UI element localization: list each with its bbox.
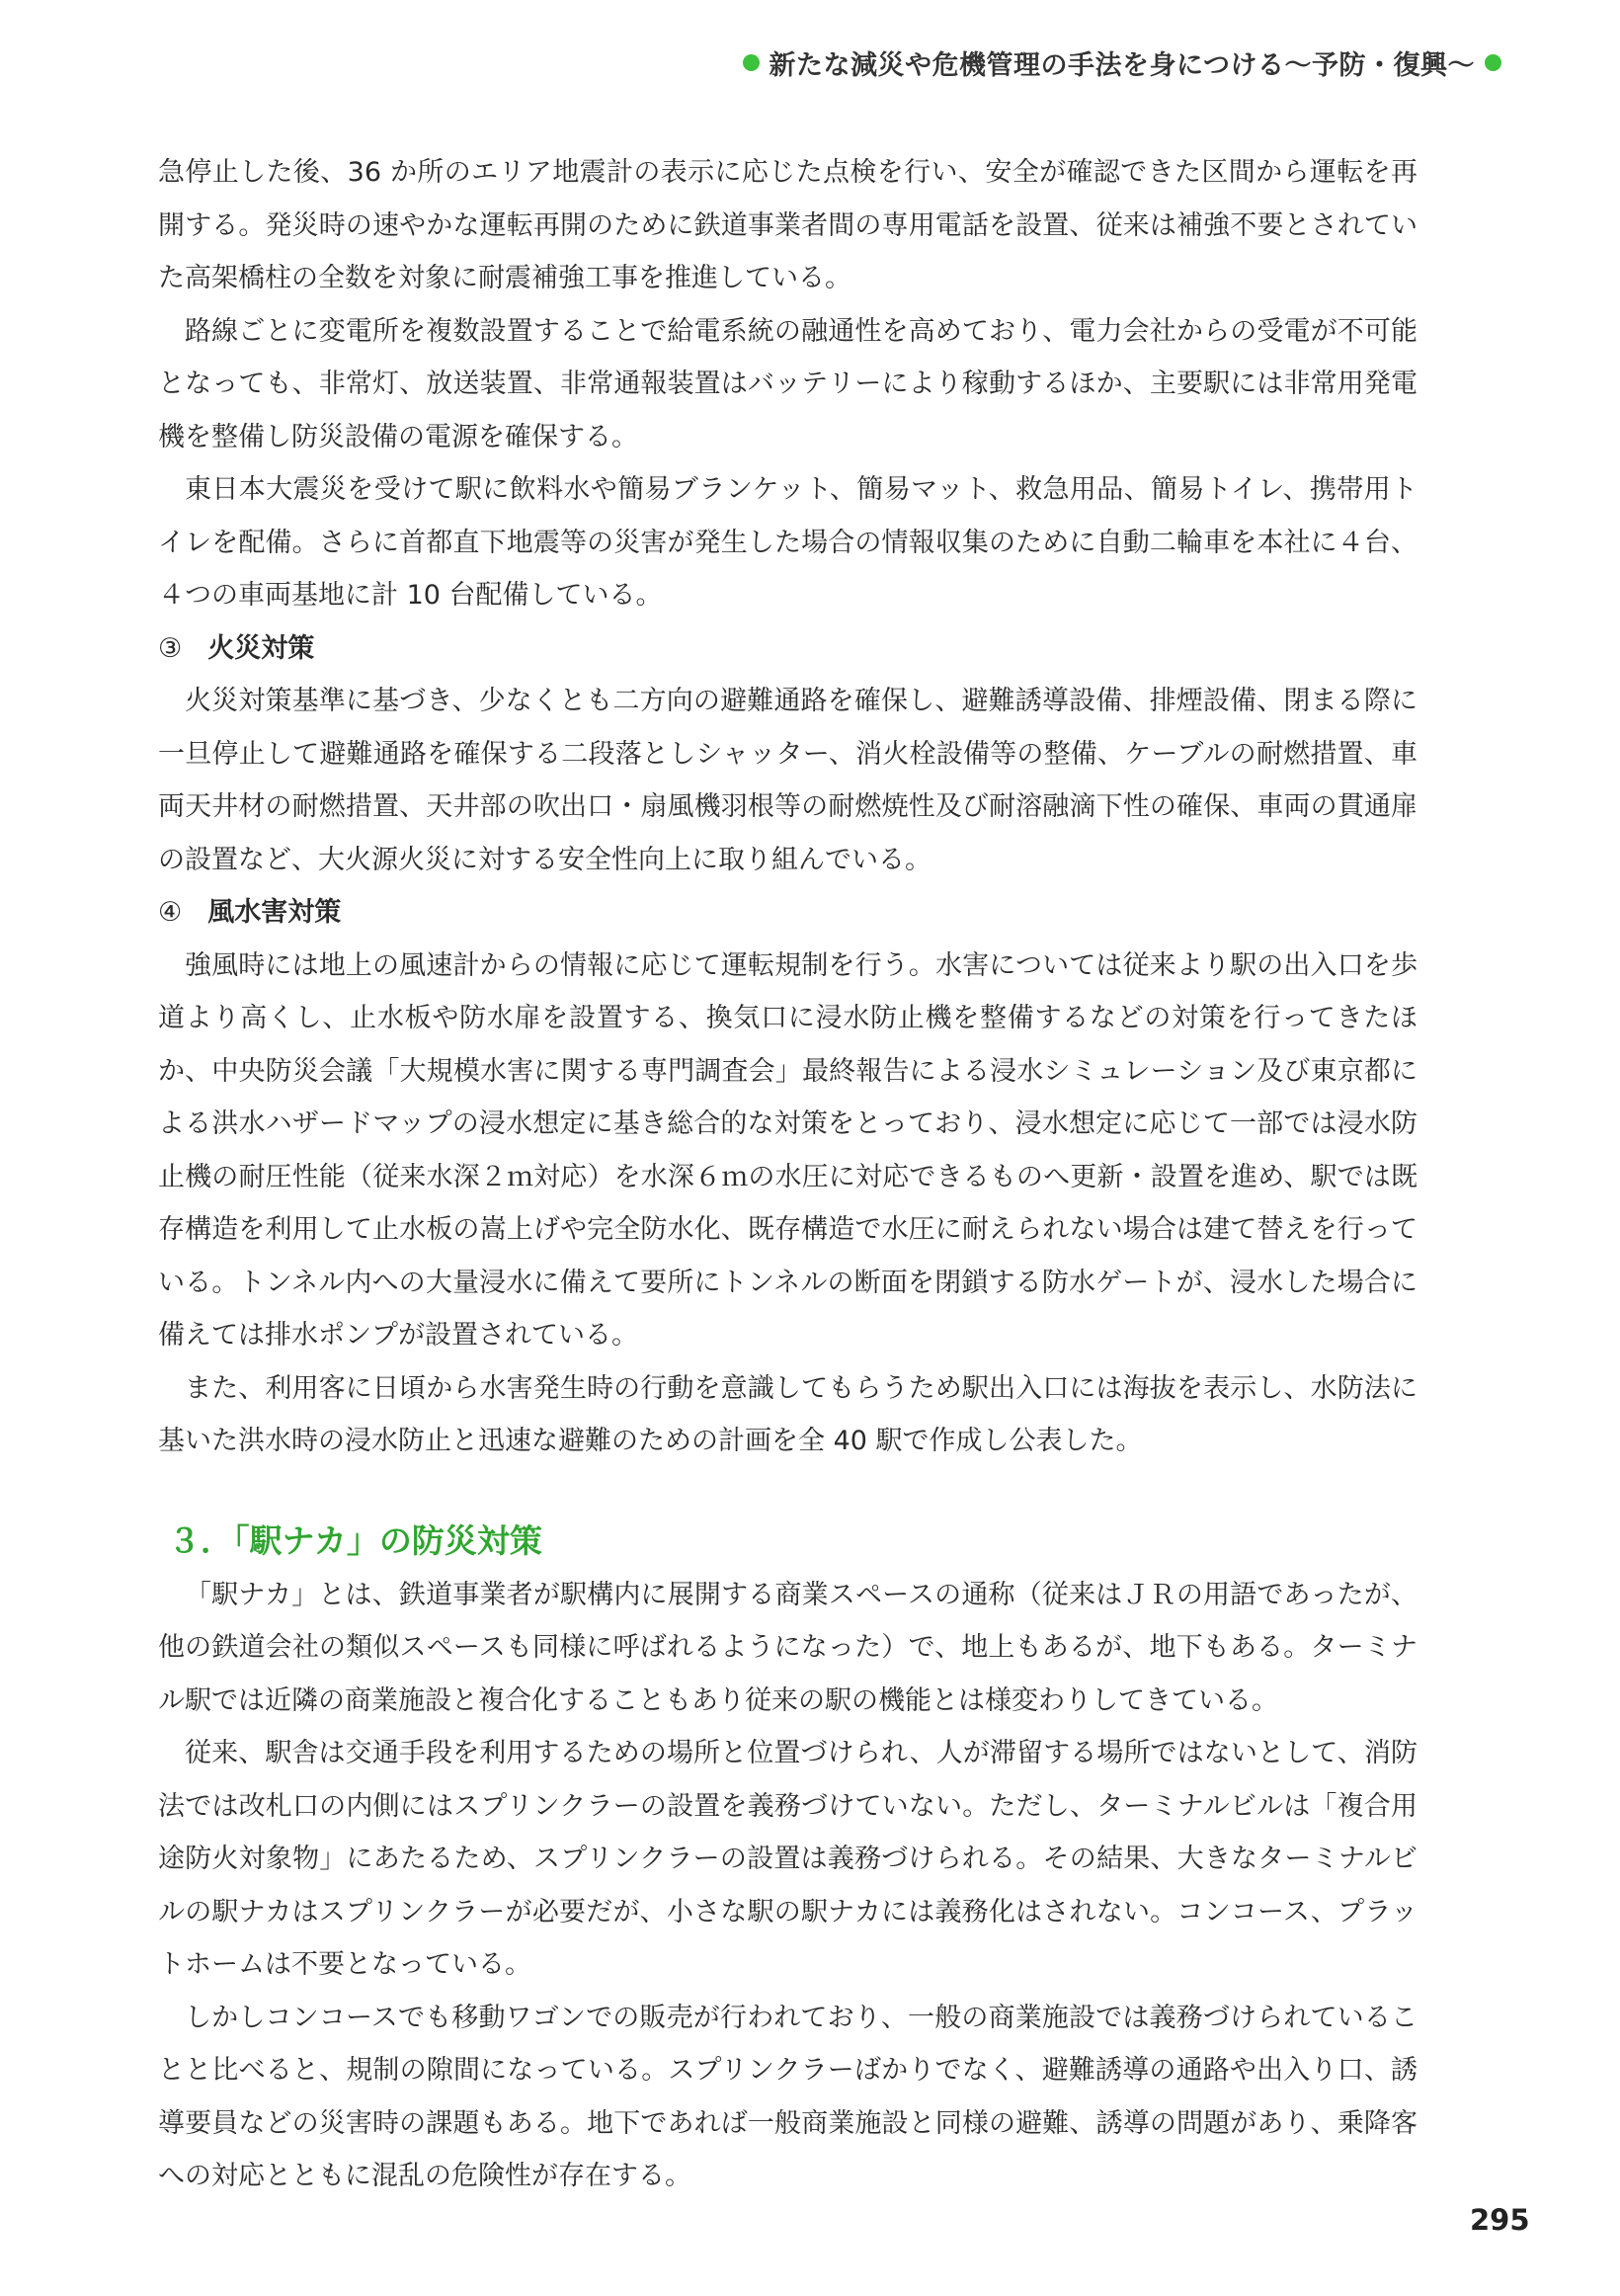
subsection-number: ③: [158, 632, 183, 664]
running-header-title: 新たな減災や危機管理の手法を身につける～予防・復興～: [769, 50, 1475, 81]
subsection-heading-fire: [158, 622, 1418, 676]
bullet-dot-icon: [1485, 54, 1501, 71]
body-paragraph: 従来、駅舎は交通手段を利用するための場所と位置づけられ、人が滞留する場所ではないとして、消防法では改札口の内側にはスプリンクラーの設置を義務づけていない。ただし、ターミナルビルは「複合用途防火対象物」にあたるため、スプリンクラーの設置は義務づけられる。その結果、大きなターミナルビルの駅ナカはスプリンクラーが必要だが、小さな駅の駅ナカには義務化はされない。コンコース、プラットホームは不要となっている。: [158, 1738, 1418, 1980]
body-paragraph: 強風時には地上の風速計からの情報に応じて運転規制を行う。水害については従来より駅の出入口を歩道より高くし、止水板や防水扉を設置する、換気口に浸水防止機を整備するなどの対策を行ってきたほか、中央防災会議「大規模水害に関する専門調査会」最終報告による浸水シミュレーション及び東京都による洪水ハザードマップの浸水想定に基き総合的な対策をとっており、浸水想定に応じて一部では浸水防止機の耐圧性能（従来水深２ｍ対応）を水深６ｍの水圧に対応できるものへ更新・設置を進め、駅では既存構造を利用して止水板の嵩上げや完全防水化、既存構造で水圧に耐えられない場合は建て替えを行っている。トンネル内への大量浸水に備えて要所にトンネルの断面を閉鎖する防水ゲートが、浸水した場合に備えては排水ポンプが設置されている。: [158, 949, 1418, 1351]
running-header: [733, 43, 1511, 82]
subsection-title: 火災対策: [207, 632, 315, 664]
page-number: 295: [1470, 2203, 1530, 2237]
body-paragraph: 路線ごとに変電所を複数設置することで給電系統の融通性を高めており、電力会社からの受電が不可能となっても、非常灯、放送装置、非常通報装置はバッテリーにより稼動するほか、主要駅には非常用発電機を整備し防災設備の電源を確保する。: [158, 315, 1418, 452]
subsection-title: 風水害対策: [207, 897, 342, 928]
bullet-dot-icon: [743, 54, 760, 71]
body-paragraph: また、利用客に日頃から水害発生時の行動を意識してもらうため駅出入口には海抜を表示し、水防法に基いた洪水時の浸水防止と迅速な避難のための計画を全 40 駅で作成し公表した。: [158, 1372, 1418, 1456]
body-paragraph: しかしコンコースでも移動ワゴンでの販売が行われており、一般の商業施設では義務づけられていることと比べると、規制の隙間になっている。スプリンクラーばかりでなく、避難誘導の通路や出入り口、誘導要員などの災害時の課題もある。地下であれば一般商業施設と同様の避難、誘導の問題があり、乗降客への対応とともに混乱の危険性が存在する。: [158, 2002, 1418, 2191]
body-paragraph: 「駅ナカ」とは、鉄道事業者が駅構内に展開する商業スペースの通称（従来はＪＲの用語であったが、他の鉄道会社の類似スペースも同様に呼ばれるようになった）で、地上もあるが、地下もある。ターミナル駅では近隣の商業施設と複合化することもあり従来の駅の機能とは様変わりしてきている。: [158, 1579, 1418, 1716]
body-paragraph: 東日本大震災を受けて駅に飲料水や簡易ブランケット、簡易マット、救急用品、簡易トイレ、携帯用トイレを配備。さらに首都直下地震等の災害が発生した場合の情報収集のために自動二輪車を本社に４台、４つの車両基地に計 10 台配備している。: [158, 474, 1418, 611]
subsection-heading-flood: [158, 886, 1418, 940]
section-heading: ３．「駅ナカ」の防災対策: [168, 1520, 542, 1560]
subsection-number: ④: [158, 897, 183, 928]
body-paragraph: 火災対策基準に基づき、少なくとも二方向の避難通路を確保し、避難誘導設備、排煙設備、閉まる際に一旦停止して避難通路を確保する二段落としシャッター、消火栓設備等の整備、ケーブルの耐燃措置、車両天井材の耐燃措置、天井部の吹出口・扇風機羽根等の耐燃焼性及び耐溶融滴下性の確保、車両の貫通扉の設置など、大火源火災に対する安全性向上に取り組んでいる。: [158, 686, 1418, 875]
page-body: [158, 146, 1418, 2203]
body-paragraph: 急停止した後、36 か所のエリア地震計の表示に応じた点検を行い、安全が確認できた区間から運転を再開する。発災時の速やかな運転再開のために鉄道事業者間の専用電話を設置、従来は補強不要とされていた高架橋柱の全数を対象に耐震補強工事を推進している。: [158, 157, 1418, 293]
